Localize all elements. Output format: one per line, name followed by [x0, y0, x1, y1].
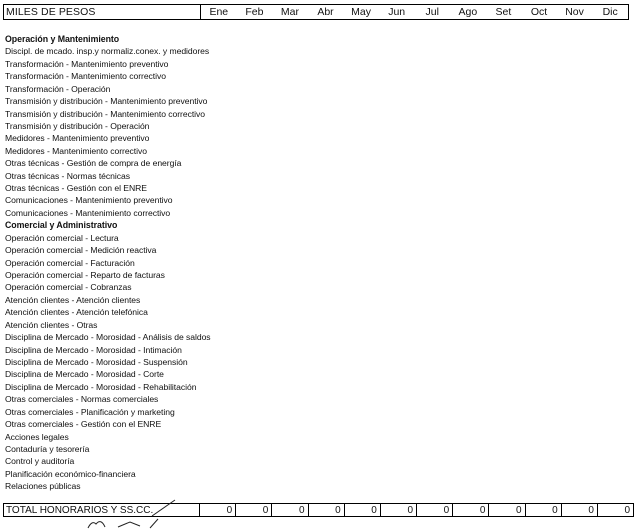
total-value-mar: 0: [272, 504, 308, 516]
total-value-ene: 0: [200, 504, 236, 516]
row-label: Atención clientes - Atención clientes: [5, 294, 141, 305]
row-label: Contaduría y tesorería: [5, 443, 90, 454]
header-month-abr: Abr: [317, 5, 334, 18]
header-month-ene: Ene: [209, 5, 229, 18]
table-header: [3, 4, 629, 20]
section-heading: Operación y Mantenimiento: [5, 34, 120, 44]
total-row: [3, 503, 634, 517]
row-label: Atención clientes - Otras: [5, 319, 98, 330]
total-value-ago: 0: [453, 504, 489, 516]
total-value-set: 0: [489, 504, 525, 516]
row-label: Discipl. de mcado. insp.y normaliz.conex. y medidores: [5, 46, 210, 57]
row-label: Disciplina de Mercado - Morosidad - Corte: [5, 369, 164, 380]
row-label: Transformación - Mantenimiento correctivo: [5, 71, 166, 82]
total-value-nov: 0: [562, 504, 598, 516]
row-label: Operación comercial - Cobranzas: [5, 282, 132, 293]
header-month-may: May: [351, 5, 372, 18]
row-label: Disciplina de Mercado - Morosidad - Análisis de saldos: [5, 332, 211, 343]
header-month-set: Set: [495, 5, 512, 18]
row-label: Operación comercial - Facturación: [5, 257, 135, 268]
row-label: Control y auditoría: [5, 456, 75, 467]
row-label: Transmisión y distribución - Mantenimiento correctivo: [5, 108, 206, 119]
total-value-dic: 0: [624, 505, 631, 516]
header-month-ago: Ago: [458, 5, 478, 18]
row-label: Medidores - Mantenimiento preventivo: [5, 133, 150, 144]
row-label: Operación comercial - Lectura: [5, 232, 119, 243]
row-label: Planificación económico-financiera: [5, 468, 136, 479]
row-label: Otras técnicas - Normas técnicas: [5, 170, 130, 181]
row-label: Disciplina de Mercado - Morosidad - Rehabilitación: [5, 381, 197, 392]
total-value-jun: 0: [381, 504, 417, 516]
row-label: Operación comercial - Medición reactiva: [5, 245, 157, 256]
row-label: Otras técnicas - Gestión con el ENRE: [5, 183, 147, 194]
row-label: Atención clientes - Atención telefónica: [5, 307, 148, 318]
section-heading: Comercial y Administrativo: [5, 220, 118, 231]
row-label: Disciplina de Mercado - Morosidad - Suspensión: [5, 356, 188, 367]
row-label: Comunicaciones - Mantenimiento preventivo: [5, 195, 173, 206]
header-month-jun: Jun: [388, 5, 406, 18]
total-value-jul: 0: [417, 504, 453, 516]
row-label: Comunicaciones - Mantenimiento correctivo: [5, 207, 171, 218]
row-label: Transmisión y distribución - Mantenimiento preventivo: [5, 96, 208, 107]
total-value-may: 0: [345, 504, 381, 516]
row-label: Transmisión y distribución - Operación: [5, 120, 150, 131]
header-month-mar: Mar: [280, 5, 299, 18]
row-label: Relaciones públicas: [5, 481, 81, 492]
row-label-list: [5, 33, 445, 493]
total-value-oct: 0: [526, 504, 562, 516]
row-label: Transformación - Operación: [5, 83, 111, 94]
header-month-feb: Feb: [245, 5, 264, 18]
header-month-dic: Dic: [602, 5, 618, 18]
header-title: MILES DE PESOS: [4, 5, 201, 19]
row-label: Otras técnicas - Gestión de compra de energía: [5, 158, 182, 169]
header-month-jul: Jul: [425, 5, 439, 18]
row-label: Otras comerciales - Planificación y marketing: [5, 406, 175, 417]
row-label: Disciplina de Mercado - Morosidad - Intimación: [5, 344, 182, 355]
total-value-abr: 0: [309, 504, 345, 516]
row-label: Otras comerciales - Gestión con el ENRE: [5, 419, 162, 430]
total-label: TOTAL HONORARIOS Y SS.CC.: [4, 504, 200, 516]
row-label: Transformación - Mantenimiento preventivo: [5, 58, 169, 69]
row-label: Operación comercial - Reparto de facturas: [5, 270, 165, 281]
row-label: Otras comerciales - Normas comerciales: [5, 394, 159, 405]
row-label: Acciones legales: [5, 431, 69, 442]
header-month-nov: Nov: [565, 5, 584, 18]
total-value-feb: 0: [236, 504, 272, 516]
row-label: Medidores - Mantenimiento correctivo: [5, 145, 147, 156]
header-month-oct: Oct: [530, 5, 548, 18]
